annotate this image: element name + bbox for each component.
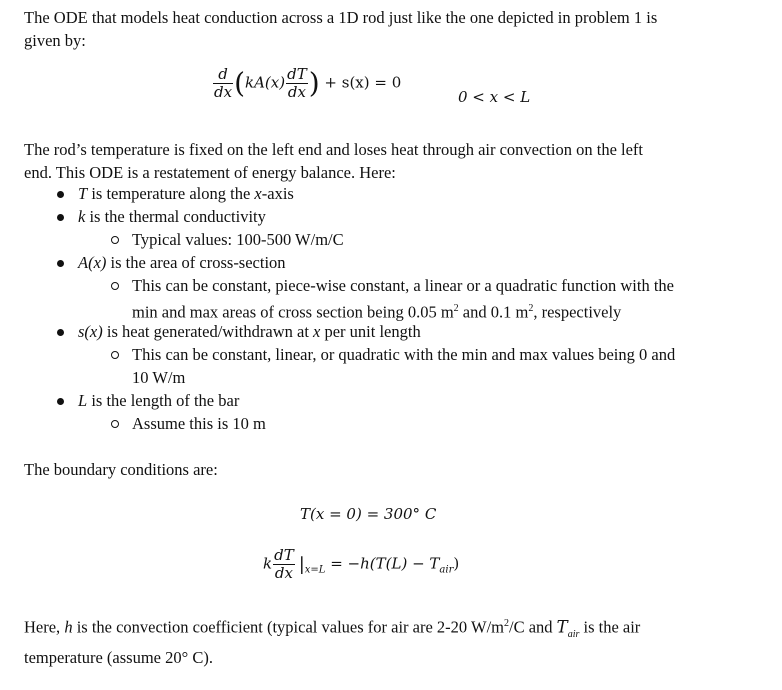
bullet-s: s(x) is heat generated/withdrawn at x per unit length: [78, 322, 421, 341]
bullet-T: T is temperature along the x-axis: [78, 184, 294, 203]
closing-line-2: temperature (assume 20° C).: [24, 647, 213, 667]
sub-bullet-circle: [111, 236, 119, 244]
bullet-k: k is the thermal conductivity: [78, 207, 266, 226]
sub-bullet-A-2: min and max areas of cross section being 0.05 $m^2$ and 0.1 $m^2$, respectively: [132, 302, 622, 322]
desc-line-2: end. This ODE is a restatement of energy balance. Here:: [24, 163, 396, 182]
closing-line-1: Here, h is the convection coefficient (typical values for air are 2-20 $W/m^2/C$ and $T_{air}$ is the air: [24, 617, 641, 640]
sub-bullet-A-1: This can be constant, piece-wise constant, a linear or a quadratic function with the: [132, 276, 675, 295]
sub-bullet-circle: [111, 351, 119, 359]
description-paragraph: [24, 138, 744, 184]
d-dx-operator: $\frac{d}{dx}$: [214, 65, 233, 101]
bc-heading: The boundary conditions are:: [24, 460, 218, 479]
bc-equation-2: k $\frac{dT}{dx}$ $|_{x=L} = -h(T(L) - T_{air})$: [263, 546, 460, 582]
bullet-dot: [57, 214, 64, 221]
bullet-dot: [57, 329, 64, 336]
sub-bullet-circle: [111, 420, 119, 428]
ode-kA: kA(x): [245, 73, 286, 92]
dT-dx-bc: $\frac{dT}{dx}$: [274, 546, 294, 582]
ode-source-term: + s(x) = 0: [324, 73, 402, 92]
bullet-L: L is the length of the bar: [78, 391, 240, 410]
sub-bullet-circle: [111, 282, 119, 290]
intro-line-2: given by:: [24, 31, 86, 50]
sub-bullet-L: Assume this is 10 m: [132, 414, 266, 433]
sub-bullet-s-1: This can be constant, linear, or quadratic with the min and max values being 0 and: [132, 345, 676, 364]
bullet-dot: [57, 191, 64, 198]
sub-bullet-k: Typical values: 100-500 W/m/C: [132, 230, 344, 249]
bullet-dot: [57, 398, 64, 405]
bullet-dot: [57, 260, 64, 267]
dT-dx: $\frac{dT}{dx}$: [287, 65, 307, 101]
ode-equation: $\frac{d}{dx}$ (kA(x) $\frac{dT}{dx}$ ) + s(x) = 0: [214, 65, 402, 101]
bc-equation-1: T(x = 0) = 300° C: [300, 505, 437, 523]
closing-paragraph: [24, 612, 744, 669]
intro-paragraph: [24, 6, 744, 52]
bullet-A: A(x) is the area of cross-section: [78, 253, 286, 272]
sub-bullet-s-2: 10 W/m: [132, 368, 186, 387]
ode-domain: 0 < x < L: [458, 88, 531, 106]
intro-line-1: The ODE that models heat conduction across a 1D rod just like the one depicted in problem 1 is: [24, 8, 658, 27]
desc-line-1: The rod’s temperature is fixed on the left end and loses heat through air convection on the left: [24, 140, 644, 159]
